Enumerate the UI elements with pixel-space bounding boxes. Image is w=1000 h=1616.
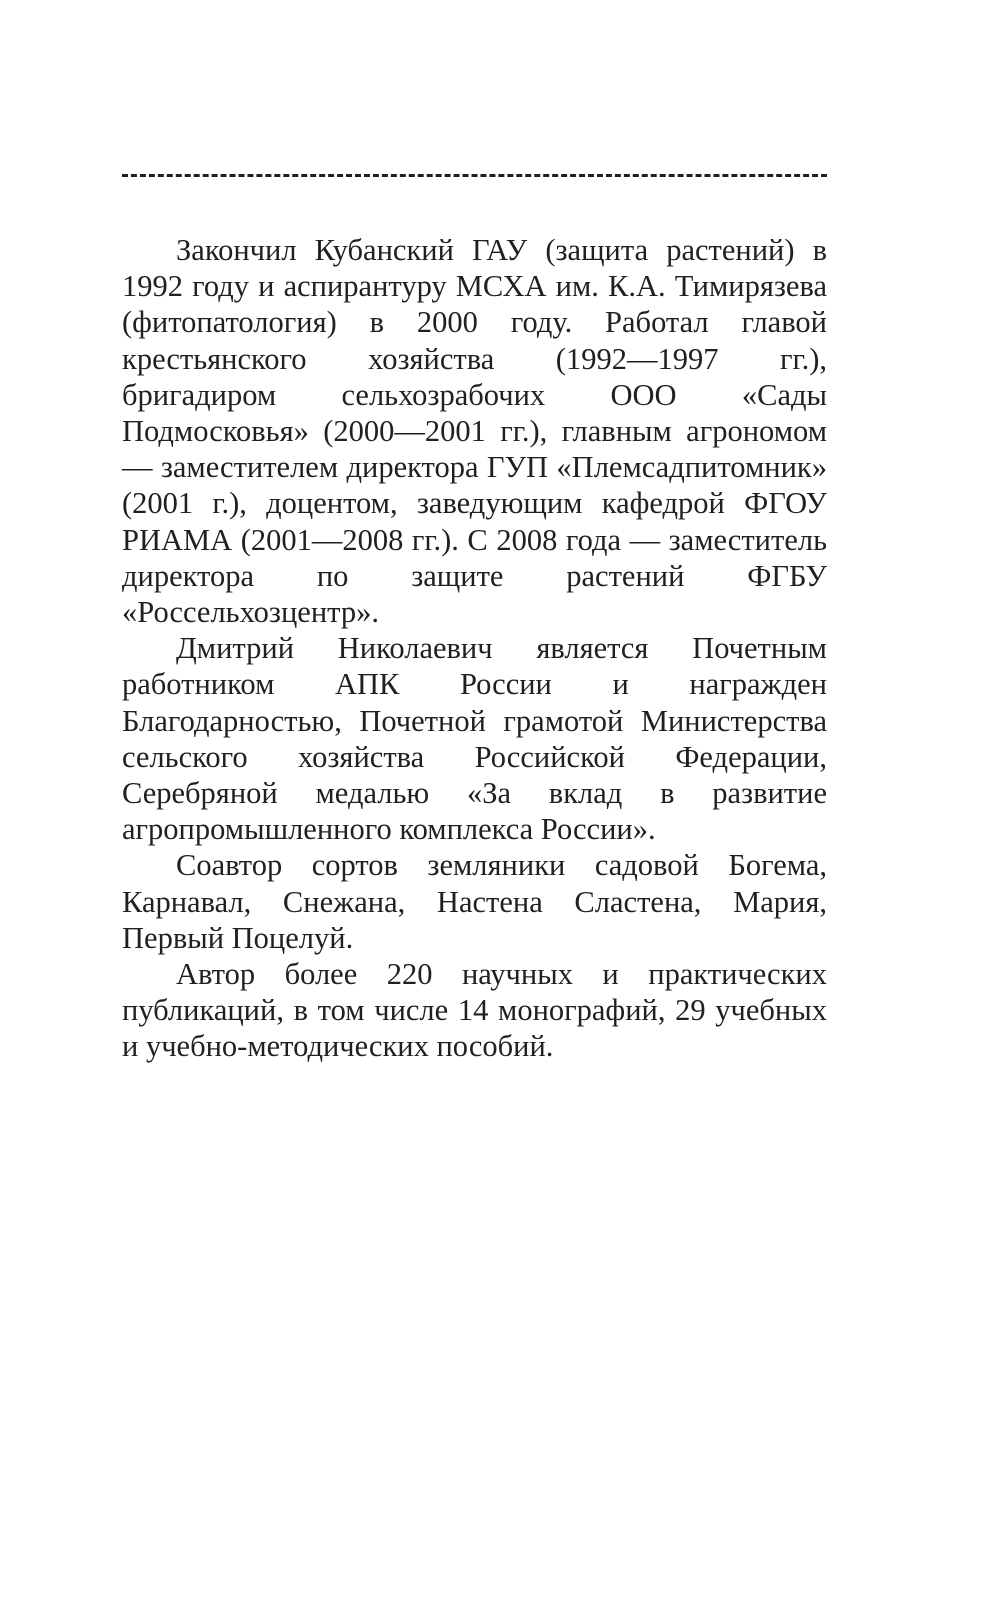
dashed-separator [122, 174, 827, 177]
bio-paragraph-varieties: Соавтор сортов земляники садовой Богема, Карнавал, Снежана, Настена Сластена, Мария, Первый Поцелуй. [122, 848, 827, 955]
author-bio [122, 232, 827, 1065]
bio-paragraph-publications: Автор более 220 научных и практических публикаций, в том числе 14 монографий, 29 учебных и учебно-методических пособий. [122, 957, 827, 1064]
bio-paragraph-education-career: Закончил Кубанский ГАУ (защита растений) в 1992 году и аспирантуру МСХА им. К.А. Тимирязева (фитопатология) в 2000 году. Работал главой крестьянского хозяйства (1992—1997 гг.), бригадиром сельхозрабочих ООО «Сады Подмосковья» (2000—2001 гг.), главным агрономом — заместителем директора ГУП «Племсадпитомник» (2001 г.), доцентом, заведующим кафедрой ФГОУ РИАМА (2001—2008 гг.). С 2008 года — заместитель директора по защите растений ФГБУ «Россельхозцентр». [122, 233, 827, 630]
bio-paragraph-awards: Дмитрий Николаевич является Почетным работником АПК России и награжден Благодарностью, Почетной грамотой Министерства сельского хозяйства Российской Федерации, Серебряной медалью «За вклад в развитие агропромышленного комплекса России». [122, 631, 827, 847]
